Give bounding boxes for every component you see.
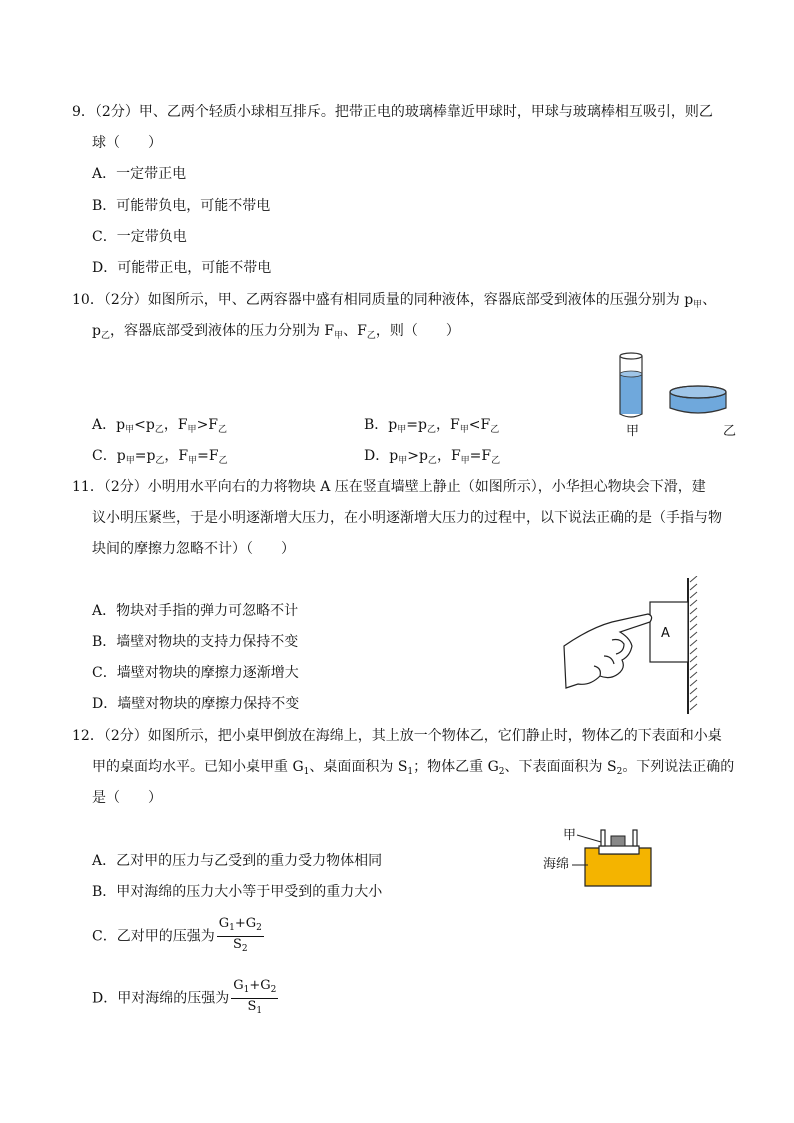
fraction: $\frac{G_1+G_2}{S_1}$ bbox=[233, 978, 277, 1016]
sponge-leader-line bbox=[570, 860, 590, 870]
q10-option-d: D．$p_甲>p_乙$，$F_甲=F_乙$ bbox=[364, 448, 501, 466]
question-number: 10． bbox=[72, 292, 104, 308]
q10-option-a: A．$p_甲<p_乙$，$F_甲>F_乙$ bbox=[92, 417, 228, 435]
question-12-stem: 12．（2分）如图所示，把小桌甲倒放在海绵上，其上放一个物体乙，它们静止时，物体乙的下表面和小桌 bbox=[72, 728, 722, 744]
question-10-stem-cont: $p_乙$，容器底部受到液体的压力分别为 $F_甲$、$F_乙$，则（ ） bbox=[92, 323, 460, 341]
jia-leader-line bbox=[575, 834, 605, 844]
container-label-jia: 甲 bbox=[626, 424, 640, 439]
q10-option-b: B．$p_甲=p_乙$，$F_甲<F_乙$ bbox=[364, 417, 500, 435]
question-12-stem-cont: 甲的桌面均水平。已知小桌甲重 $G_1$、桌面面积为 $S_1$；物体乙重 $G_2$、下表面面积为 $S_2$。下列说法正确的 bbox=[92, 759, 735, 777]
object-yi bbox=[611, 836, 625, 846]
q9-option-d: D．可能带正电，可能不带电 bbox=[92, 260, 272, 276]
fraction: $\frac{G_1+G_2}{S_2}$ bbox=[218, 916, 262, 954]
question-11-stem-cont: 议小明压紧些，于是小明逐渐增大压力，在小明逐渐增大压力的过程中，以下说法正确的是（手指与物 bbox=[92, 510, 722, 526]
container-label-yi: 乙 bbox=[723, 424, 737, 439]
question-text: 甲、乙两个轻质小球相互排斥。把带正电的玻璃棒靠近甲球时，甲球与玻璃棒相互吸引，则乙 bbox=[138, 104, 713, 120]
question-10-stem bbox=[72, 290, 716, 315]
question-points: （2分） bbox=[103, 292, 148, 308]
question-9-stem bbox=[72, 102, 713, 122]
q11-option-b: B．墙壁对物块的支持力保持不变 bbox=[92, 634, 299, 650]
question-12-stem-cont2: 是（ ） bbox=[92, 790, 162, 806]
container-jia bbox=[620, 353, 642, 417]
table-label-jia: 甲 bbox=[563, 828, 577, 843]
q12-option-a: A．乙对甲的压力与乙受到的重力受力物体相同 bbox=[92, 853, 383, 869]
q12-option-b: B．甲对海绵的压力大小等于甲受到的重力大小 bbox=[92, 884, 383, 900]
wall bbox=[688, 576, 697, 714]
q11-option-d: D．墙壁对物块的摩擦力保持不变 bbox=[92, 696, 300, 712]
sponge-label: 海绵 bbox=[543, 857, 570, 872]
q9-option-a: A．一定带正电 bbox=[92, 166, 187, 182]
question-number: 9． bbox=[72, 104, 95, 120]
container-yi bbox=[670, 386, 726, 413]
subscript: 甲 bbox=[693, 300, 703, 310]
hand-icon bbox=[564, 614, 652, 688]
question-11-stem: 11．（2分）小明用水平向右的力将物块 A 压在竖直墙壁上静止（如图所示），小华担心物块会下滑，建 bbox=[72, 479, 706, 495]
hand-block-figure bbox=[560, 576, 700, 716]
question-text: 如图所示，甲、乙两容器中盛有相同质量的同种液体，容器底部受到液体的压强分别为 p bbox=[147, 292, 694, 308]
question-points: （2分） bbox=[94, 104, 139, 120]
q12-option-d: D．甲对海绵的压强为 $\frac{G_1+G_2}{S_1}$ bbox=[92, 978, 278, 1019]
question-9-stem-cont: 球（ ） bbox=[92, 135, 162, 151]
q9-option-c: C．一定带负电 bbox=[92, 229, 187, 245]
q10-option-c: C．$p_甲=p_乙$，$F_甲=F_乙$ bbox=[92, 448, 228, 466]
q9-option-b: B．可能带负电，可能不带电 bbox=[92, 198, 271, 214]
q11-option-c: C．墙壁对物块的摩擦力逐渐增大 bbox=[92, 665, 299, 681]
q12-option-c: C．乙对甲的压强为 $\frac{G_1+G_2}{S_2}$ bbox=[92, 916, 264, 957]
punctuation: 、 bbox=[702, 292, 717, 308]
q11-option-a: A．物块对手指的弹力可忽略不计 bbox=[92, 603, 299, 619]
block-label: A bbox=[661, 626, 670, 641]
question-11-stem-cont2: 块间的摩擦力忽略不计）（ ） bbox=[92, 541, 295, 557]
